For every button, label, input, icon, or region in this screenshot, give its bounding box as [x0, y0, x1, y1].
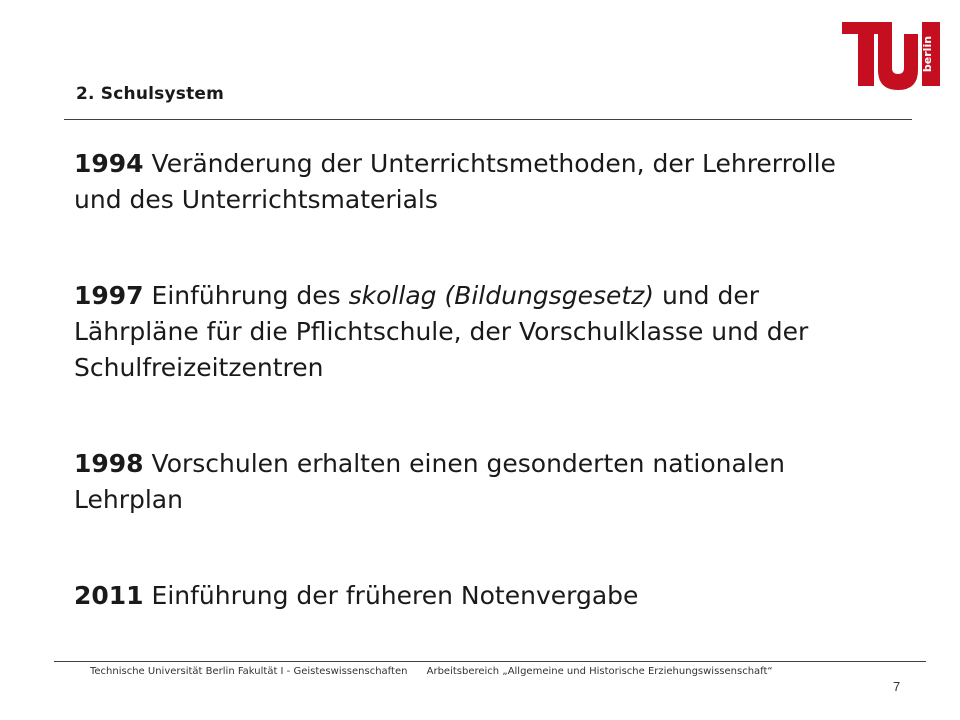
footer-department: Arbeitsbereich „Allgemeine und Historische Erziehungswissenschaft“ [426, 666, 773, 677]
entry-year: 1994 [74, 149, 144, 178]
entry-year: 1998 [74, 449, 144, 478]
entry-italic-term: skollag (Bildungsgesetz) [348, 281, 655, 310]
tu-berlin-logo [836, 18, 944, 94]
entry-text: Einführung der früheren Notenvergabe [143, 581, 639, 610]
entry-year: 1997 [74, 281, 144, 310]
entry-text: Einführung des [143, 281, 349, 310]
entry-text-continued: und der Lährpläne für die Pflichtschule, der Vorschulklasse und der Schulfreizeitzentren [74, 281, 809, 382]
footer-rule [54, 661, 926, 662]
section-title: 2. Schulsystem [76, 84, 225, 104]
timeline-entry-2011 [74, 578, 854, 614]
footer-institution: Technische Universität Berlin Fakultät I - Geisteswissenschaften [90, 666, 408, 677]
entry-text: Veränderung der Unterrichtsmethoden, der Lehrerrolle und des Unterrichtsmaterials [74, 149, 836, 214]
timeline-entry-1994 [74, 146, 854, 218]
logo-text: berlin [921, 35, 934, 73]
entry-text: Vorschulen erhalten einen gesonderten nationalen Lehrplan [74, 449, 785, 514]
page-number: 7 [893, 679, 901, 694]
timeline-entry-1997 [74, 278, 854, 386]
header-rule [64, 119, 912, 120]
footer [90, 666, 773, 677]
timeline-entry-1998 [74, 446, 854, 518]
entry-year: 2011 [74, 581, 144, 610]
slide-content [74, 146, 854, 674]
